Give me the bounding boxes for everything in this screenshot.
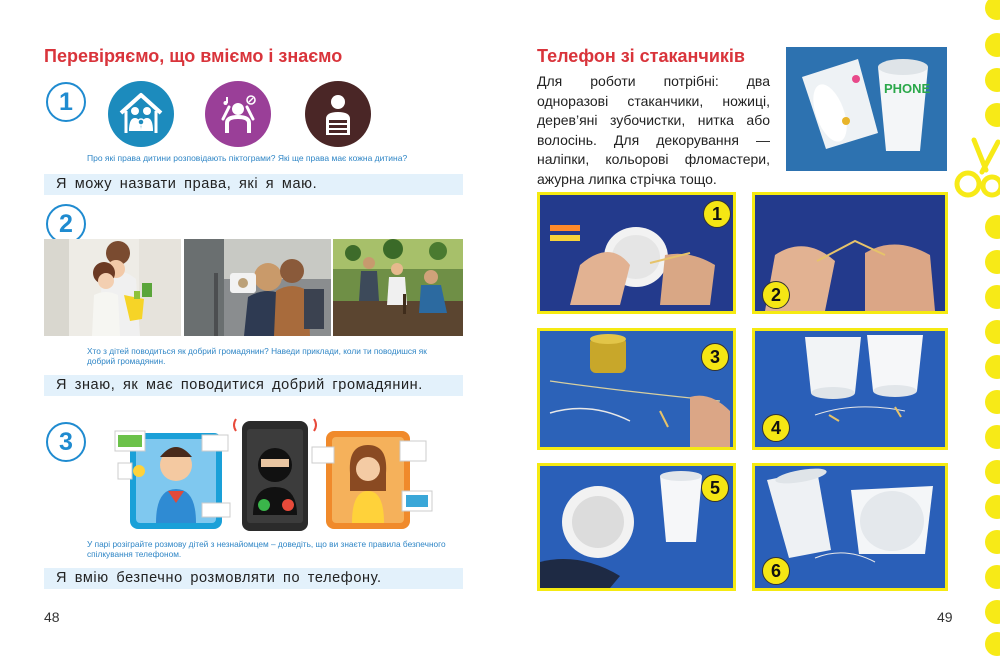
photo-kids-phone bbox=[184, 239, 331, 336]
edge-dot bbox=[985, 355, 1000, 379]
edge-dot bbox=[985, 495, 1000, 519]
edge-dot bbox=[985, 68, 1000, 92]
edge-dot bbox=[985, 215, 1000, 239]
scissors-icon bbox=[952, 136, 1000, 202]
step-6-photo bbox=[752, 463, 948, 591]
step-2-photo bbox=[752, 192, 948, 314]
edge-dot bbox=[985, 565, 1000, 589]
edge-dot bbox=[985, 250, 1000, 274]
step-1-photo bbox=[537, 192, 736, 314]
edge-dot bbox=[985, 285, 1000, 309]
reading-child-icon bbox=[305, 81, 371, 147]
step-4-number: 4 bbox=[762, 414, 790, 442]
edge-dot bbox=[985, 425, 1000, 449]
materials-paragraph: Для роботи потрібні: два одноразові стаканчики, ножиці, дерев’яні зубочистки, нитка або волосінь. Для декорування — наліпки, кольорові фломастери, ажурна липка стрічка тощо. bbox=[537, 73, 770, 187]
decorated-cups-photo bbox=[786, 47, 947, 171]
cup-letter: PHONE bbox=[884, 81, 931, 96]
section-2-caption: Хто з дітей поводиться як добрий громадянин? Наведи приклади, коли ти поводишся як добрий громадянин. bbox=[87, 346, 427, 366]
edge-dot bbox=[985, 600, 1000, 624]
left-page-title: Перевіряємо, що вміємо і знаємо bbox=[44, 46, 343, 66]
right-page-number: 49 bbox=[937, 609, 953, 625]
left-page-number: 48 bbox=[44, 609, 60, 625]
step-5-photo bbox=[537, 463, 736, 591]
edge-dot bbox=[985, 103, 1000, 127]
section-1-statement: Я можу назвати права, які я маю. bbox=[44, 174, 463, 195]
edge-dot bbox=[985, 632, 1000, 656]
section-1-caption: Про які права дитини розповідають піктограми? Які ще права має кожна дитина? bbox=[87, 153, 408, 163]
step-1-number: 1 bbox=[703, 200, 731, 228]
edge-dot bbox=[985, 33, 1000, 57]
step-4-photo bbox=[752, 328, 948, 450]
step-5-number: 5 bbox=[701, 474, 729, 502]
section-2-statement: Я знаю, як має поводитися добрий громадянин. bbox=[44, 375, 463, 396]
edge-dot bbox=[985, 460, 1000, 484]
edge-dot bbox=[985, 320, 1000, 344]
section-2-number: 2 bbox=[46, 204, 86, 244]
music-child-icon bbox=[205, 81, 271, 147]
step-3-photo bbox=[537, 328, 736, 450]
section-3-statement: Я вмію безпечно розмовляти по телефону. bbox=[44, 568, 463, 589]
edge-dot bbox=[985, 530, 1000, 554]
section-3-caption: У парі розіграйте розмову дітей з незнайомцем – доведіть, що ви знаєте правила безпечного спілкування телефоном. bbox=[87, 539, 446, 559]
family-home-icon bbox=[108, 81, 174, 147]
step-3-number: 3 bbox=[701, 343, 729, 371]
step-6-number: 6 bbox=[762, 557, 790, 585]
section-3-number: 3 bbox=[46, 422, 86, 462]
phones-illustration bbox=[110, 411, 436, 533]
photo-girls-watering bbox=[44, 239, 181, 336]
photo-kids-planting bbox=[333, 239, 463, 336]
right-page-title: Телефон зі стаканчиків bbox=[537, 46, 745, 66]
step-2-number: 2 bbox=[762, 281, 790, 309]
section-1-number: 1 bbox=[46, 82, 86, 122]
edge-dot bbox=[985, 390, 1000, 414]
edge-dot bbox=[985, 0, 1000, 20]
